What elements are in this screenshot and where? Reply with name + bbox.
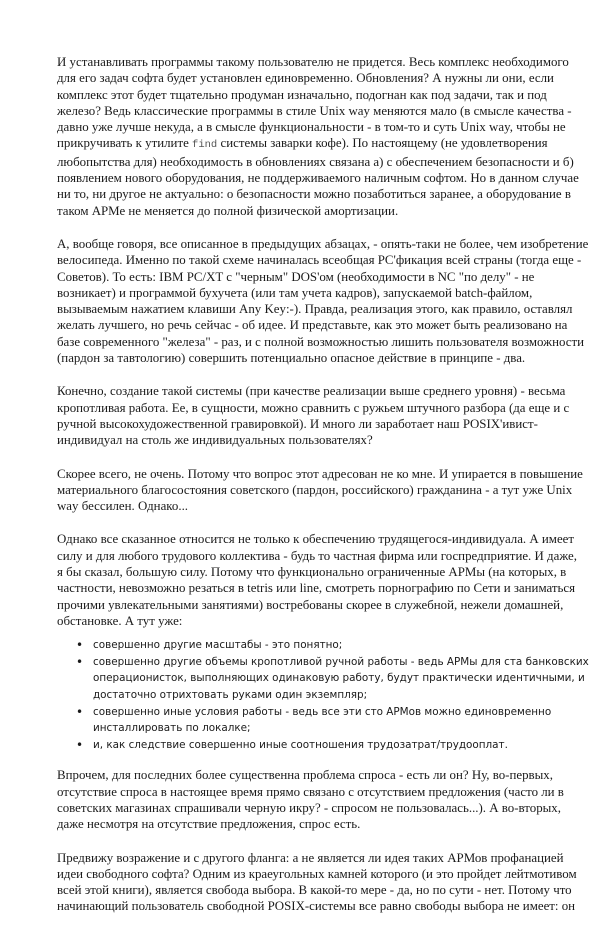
text-line: Предвижу возражение и с другого фланга: а не является ли идея таких АРМов профанацией (57, 850, 564, 865)
text-line: Однако все сказанное относится не только к обеспечению трудящегося-индивидуала. А имеет (57, 532, 575, 547)
inline-code: find (192, 139, 218, 152)
list-item-line: достаточно отрихтовать руками один экземпляр; (93, 688, 368, 701)
paragraph-6 (57, 767, 564, 832)
bullet-icon: • (76, 654, 84, 669)
text-line: даже несмотря на отсутствие предложения, спрос есть. (57, 817, 361, 832)
paragraph-7 (57, 850, 577, 915)
text-line: материального благосостояния советского (пардон, российского) гражданина - а тут уже Unix (57, 482, 573, 497)
paragraph-1 (57, 54, 579, 219)
text-line: любопытства для) необходимость в обновлениях связана а) с обеспечением безопасности и б) (57, 154, 574, 169)
paragraph-3 (57, 383, 570, 448)
list-item-line: совершенно иные условия работы - ведь все эти сто АРМов можно единовременно (93, 705, 552, 718)
text-line: силу и для любого трудового коллектива - будь то частная фирма или госпредприятие. И даже, (57, 548, 577, 563)
list-item-line: и, как следствие совершенно иные соотношения трудозатрат/трудооплат. (93, 738, 508, 751)
text-line: базе современного "железа" - раз, и с полной возможностью лишить пользователя возможности (57, 334, 585, 349)
text-line: давно уже лучше некуда, а в смысле функциональности - в том-то и суть Unix way, чтобы не (57, 120, 566, 135)
text-line (57, 135, 557, 153)
list-item (57, 637, 557, 654)
text-line: отсутствие спроса в настоящее время прямо связано с отсутствием предложения (часто ли в (57, 784, 564, 799)
text-line: прочими увлекательными занятиями) востребованы скорее в служебной, нежели домашней, (57, 597, 564, 612)
list-item (57, 654, 589, 704)
text-line: Советов). То есть: IBM PC/XT с "черным" DOS'ом (необходимости в NC "по делу" - не (57, 269, 535, 284)
text-line: ручной высокохудожественной гравировкой). И много ли заработает наш POSIX'ивист- (57, 416, 538, 431)
text-line: идеи свободного софта? Одним из краеугольных камней которого (и это пройдет лейтмотивом (57, 866, 577, 881)
text-line: появлением нового оборудования, не поддерживаемого наличным софтом. Но в данном случае (57, 171, 579, 186)
text-line: комплекс этот будет тщательно продуман изначально, подогнан как под задачи, так и под (57, 87, 547, 102)
list-item-line: операционисток, выполняющих одинаковую работу, будут практически идентичными, и (93, 672, 585, 685)
bullet-list (57, 637, 589, 753)
text-line: вызываемым нажатием клавиши Any Key:-). Правда, реализация этого, как правило, оставлял (57, 302, 573, 317)
text-line: желать лучшего, но речь сейчас - об идее. И представьте, как это может быть реализовано на (57, 318, 568, 333)
list-item (57, 704, 557, 737)
text-line: И устанавливать программы такому пользователю не придется. Весь комплекс необходимого (57, 55, 569, 69)
text-line: начинающий пользователь свободной POSIX-системы все равно свободы выбора не имеет: он (57, 899, 576, 914)
list-item-line: совершенно другие масштабы - это понятно; (93, 639, 343, 652)
list-item-line: совершенно другие объемы кропотливой ручной работы - ведь АРМы для ста банковских (93, 655, 589, 668)
text-line: для его задач софта будет установлен единовременно. Обновления? А нужны ли они, если (57, 71, 554, 86)
bullet-icon: • (76, 638, 84, 653)
text-line: обстановке. А тут уже: (57, 613, 183, 628)
text-line: железо? Ведь классические программы в стиле Unix way меняются мало (в смысле качества - (57, 103, 572, 118)
text-line: кропотливая работа. Ее, в сущности, можно сравнить с ружьем штучного разбора (да еще и с (57, 400, 570, 415)
text-line: возникает) и программой бухучета (или там учета кадров), запускаемой batch-файлом, (57, 285, 533, 300)
text-line: индивидуал на столь же индивидуальных пользователях? (57, 433, 373, 448)
text-line: велосипеда. Именно по такой схеме начиналась всеобщая PC'фикация всей страны (тогда еще - (57, 253, 582, 268)
text-line: советских магазинах спрашивали черную икру? - спросом не пользовалась...). А во-вторых, (57, 800, 561, 815)
text-line: всей этой книги), является свобода выбора. В какой-то мере - да, но по сути - нет. Потому что (57, 883, 572, 898)
text-line: Конечно, создание такой системы (при качестве реализации выше среднего уровня) - весьма (57, 384, 566, 399)
text-line: Впрочем, для последних более существенна проблема спроса - есть ли он? Ну, во-первых, (57, 768, 553, 783)
paragraph-4 (57, 466, 583, 515)
paragraph-5 (57, 531, 577, 629)
text-line: я бы сказал, большую силу. Потому что функционально ограниченные АРМы (на которых, в (57, 565, 567, 580)
paragraph-2 (57, 236, 589, 366)
text-line: (пардон за тавтологию) совершить потенциально опасное действие в принципе - два. (57, 351, 526, 366)
text-line: частности, невозможно резаться в tetris или line, смотреть порнографию по Сети и заниматься (57, 581, 576, 596)
text-line: таком АРМе не меняется до полной физической амортизации. (57, 203, 399, 218)
text-line: Скорее всего, не очень. Потому что вопрос этот адресован не ко мне. И упирается в повышение (57, 466, 583, 481)
text-fragment: прикручивать к утилите (57, 136, 193, 151)
document-page (57, 54, 589, 932)
text-line: ни то, ни другое не актуально: о безопасности можно позаботиться заранее, а оборудование в (57, 187, 571, 202)
text-line: way бессилен. Однако... (57, 499, 189, 514)
bullet-icon: • (76, 704, 84, 719)
list-item-line: инсталлировать по локалке; (93, 722, 251, 735)
text-line: А, вообще говоря, все описанное в предыдущих абзацах, - опять-таки не более, чем изобретение (57, 236, 589, 251)
bullet-icon: • (76, 737, 84, 752)
text-fragment: системы заварки кофе). По настоящему (не удовлетворения (217, 136, 548, 151)
list-item (57, 737, 557, 754)
